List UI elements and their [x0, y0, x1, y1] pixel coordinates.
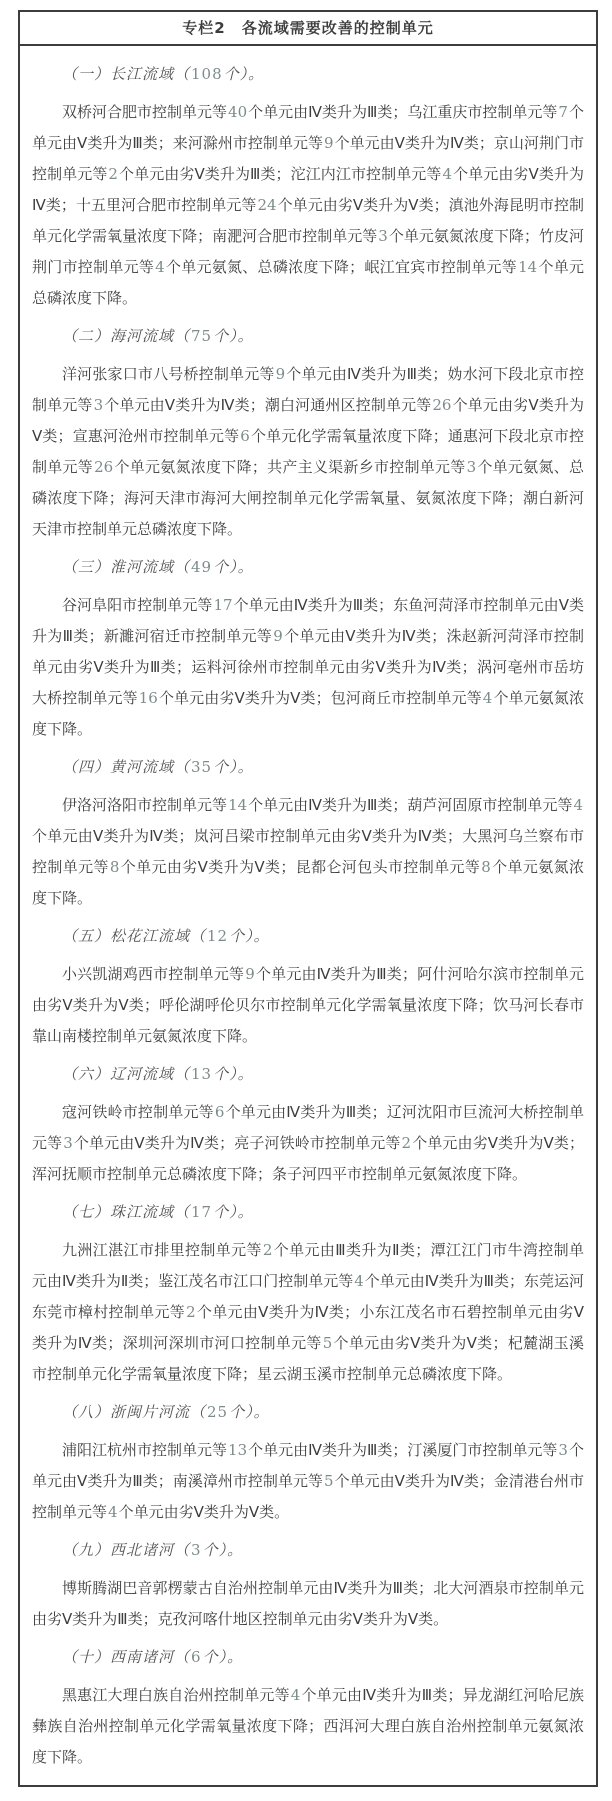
- count-number: 26: [432, 396, 452, 414]
- section-paragraph: 伊洛河洛阳市控制单元等14个单元由Ⅳ类升为Ⅲ类；葫芦河固原市控制单元等4个单元由Ⅴ类升为Ⅳ类；岚河吕梁市控制单元由劣Ⅴ类升为Ⅳ类；大黑河乌兰察布市控制单元等8个单元由劣Ⅴ类升为Ⅴ类；昆都仑河包头市控制单元等8个单元氨氮浓度下降。: [32, 796, 584, 907]
- count-number: 2: [262, 1241, 273, 1259]
- section-paragraph: 洋河张家口市八号桥控制单元等9个单元由Ⅳ类升为Ⅲ类；妫水河下段北京市控制单元等3个单元由Ⅴ类升为Ⅳ类；潮白河通州区控制单元等26个单元由劣Ⅴ类升为Ⅴ类；宣惠河沧州市控制单元等6个单元化学需氧量浓度下降；通惠河下段北京市控制单元等26个单元氨氮浓度下降；共产主义渠新乡市控制单元等3个单元氨氮、总磷浓度下降；海河天津市海河大闸控制单元化学需氧量、氨氮浓度下降；潮白新河天津市控制单元总磷浓度下降。: [32, 365, 584, 538]
- count-number: 7: [558, 103, 568, 121]
- count-number: 4: [573, 796, 583, 814]
- basin-section: [32, 1397, 584, 1528]
- column-title: 专栏2 各流域需要改善的控制单元: [20, 12, 596, 46]
- count-number: 9: [324, 134, 334, 152]
- section-heading: （九）西北诸河（3个）。: [62, 1541, 244, 1559]
- count-number: 4: [290, 1686, 301, 1704]
- basin-section: [32, 1197, 584, 1390]
- section-heading: （八）浙闽片河流（25个）。: [62, 1403, 270, 1421]
- count-number: 8: [109, 858, 120, 876]
- count-number: 40: [228, 103, 248, 121]
- count-number: 4: [108, 1503, 118, 1521]
- count-number: 2: [108, 165, 118, 183]
- count-number: 6: [191, 1648, 202, 1666]
- section-heading: （五）松花江流域（12个）。: [62, 927, 270, 945]
- count-number: 4: [442, 165, 452, 183]
- page: [0, 10, 612, 1787]
- count-number: 49: [191, 558, 213, 576]
- section-paragraph: 黑惠江大理白族自治州控制单元等4个单元由Ⅳ类升为Ⅲ类；异龙湖红河哈尼族彝族自治州控制单元化学需氧量浓度下降；西洱河大理白族自治州控制单元氨氮浓度下降。: [32, 1686, 584, 1766]
- count-number: 14: [228, 796, 248, 814]
- count-number: 6: [214, 1103, 225, 1121]
- section-paragraph: 九洲江湛江市排里控制单元等2个单元由Ⅲ类升为Ⅱ类；潭江江门市牛湾控制单元由Ⅳ类升为Ⅱ类；鉴江茂名市江口门控制单元等4个单元由Ⅳ类升为Ⅲ类；东莞运河东莞市樟村控制单元等2个单元由Ⅴ类升为Ⅳ类；小东江茂名市石碧控制单元由劣Ⅴ类升为Ⅳ类；深圳河深圳市河口控制单元等5个单元由劣Ⅴ类升为Ⅴ类；杞麓湖玉溪市控制单元化学需氧量浓度下降；星云湖玉溪市控制单元总磷浓度下降。: [32, 1241, 584, 1383]
- basin-section: [32, 1059, 584, 1190]
- count-number: 3: [191, 1541, 202, 1559]
- section-paragraph: 谷河阜阳市控制单元等17个单元由Ⅳ类升为Ⅲ类；东鱼河菏泽市控制单元由Ⅴ类升为Ⅲ类；新濉河宿迁市控制单元等9个单元由Ⅴ类升为Ⅳ类；洙赵新河菏泽市控制单元由劣Ⅴ类升为Ⅲ类；运料河徐州市控制单元由劣Ⅴ类升为Ⅳ类；涡河亳州市岳坊大桥控制单元等16个单元由劣Ⅴ类升为Ⅴ类；包河商丘市控制单元等4个单元氨氮浓度下降。: [32, 596, 584, 738]
- section-paragraph: 小兴凯湖鸡西市控制单元等9个单元由Ⅳ类升为Ⅲ类；阿什河哈尔滨市控制单元由劣Ⅴ类升为Ⅴ类；呼伦湖呼伦贝尔市控制单元化学需氧量浓度下降；饮马河长春市靠山南楼控制单元氨氮浓度下降。: [32, 965, 584, 1045]
- count-number: 3: [466, 458, 477, 476]
- box-body: [20, 46, 596, 1785]
- basin-section: [32, 1535, 584, 1635]
- count-number: 12: [207, 927, 229, 945]
- count-number: 14: [518, 258, 538, 276]
- basin-section: [32, 921, 584, 1052]
- section-paragraph: 寇河铁岭市控制单元等6个单元由Ⅳ类升为Ⅲ类；辽河沈阳市巨流河大桥控制单元等3个单元由Ⅴ类升为Ⅳ类；亮子河铁岭市控制单元等2个单元由劣Ⅴ类升为Ⅴ类；浑河抚顺市控制单元总磷浓度下降；条子河四平市控制单元氨氮浓度下降。: [32, 1103, 584, 1183]
- count-number: 17: [191, 1203, 213, 1221]
- count-number: 13: [191, 1065, 213, 1083]
- count-number: 25: [207, 1403, 229, 1421]
- count-number: 2: [186, 1303, 196, 1321]
- basin-section: [32, 552, 584, 745]
- section-heading: （一）长江流域（108个）。: [62, 65, 265, 83]
- section-paragraph: 双桥河合肥市控制单元等40个单元由Ⅳ类升为Ⅲ类；乌江重庆市控制单元等7个单元由Ⅴ类升为Ⅲ类；来河滁州市控制单元等9个单元由Ⅴ类升为Ⅳ类；京山河荆门市控制单元等2个单元由劣Ⅴ类升为Ⅲ类；沱江内江市控制单元等4个单元由劣Ⅴ类升为Ⅳ类；十五里河合肥市控制单元等24个单元由劣Ⅴ类升为Ⅴ类；滇池外海昆明市控制单元化学需氧量浓度下降；南淝河合肥市控制单元等3个单元氨氮浓度下降；竹皮河荆门市控制单元等4个单元氨氮、总磷浓度下降；岷江宜宾市控制单元等14个单元总磷浓度下降。: [32, 103, 585, 307]
- basin-section: [32, 321, 584, 545]
- count-number: 35: [191, 758, 213, 776]
- section-heading: （六）辽河流域（13个）。: [62, 1065, 254, 1083]
- count-number: 8: [481, 858, 491, 876]
- count-number: 4: [354, 1272, 364, 1290]
- count-number: 75: [191, 327, 213, 345]
- count-number: 26: [94, 458, 114, 476]
- count-number: 5: [324, 1472, 334, 1490]
- section-heading: （二）海河流域（75个）。: [62, 327, 254, 345]
- count-number: 5: [322, 1334, 333, 1352]
- count-number: 24: [257, 196, 277, 214]
- count-number: 6: [240, 427, 250, 445]
- count-number: 3: [378, 227, 388, 245]
- count-number: 3: [63, 1134, 73, 1152]
- section-heading: （三）淮河流域（49个）。: [62, 558, 254, 576]
- section-paragraph: 博斯腾湖巴音郭楞蒙古自治州控制单元由Ⅳ类升为Ⅲ类；北大河酒泉市控制单元由劣Ⅴ类升为Ⅲ类；克孜河喀什地区控制单元由劣Ⅴ类升为Ⅴ类。: [32, 1579, 584, 1628]
- count-number: 9: [245, 965, 255, 983]
- basin-section: [32, 59, 584, 314]
- count-number: 16: [138, 689, 158, 707]
- section-heading: （四）黄河流域（35个）。: [62, 758, 254, 776]
- section-heading: （十）西南诸河（6个）。: [62, 1648, 244, 1666]
- count-number: 9: [275, 365, 286, 383]
- basin-section: [32, 1642, 584, 1773]
- count-number: 4: [155, 258, 165, 276]
- section-heading: （七）珠江流域（17个）。: [62, 1203, 254, 1221]
- count-number: 108: [191, 65, 223, 83]
- count-number: 4: [482, 689, 493, 707]
- count-number: 3: [93, 396, 104, 414]
- count-number: 2: [401, 1134, 412, 1152]
- count-number: 3: [558, 1441, 568, 1459]
- count-number: 17: [213, 596, 233, 614]
- column-box: [18, 10, 598, 1787]
- basin-section: [32, 752, 584, 914]
- count-number: 13: [228, 1441, 248, 1459]
- section-paragraph: 浦阳江杭州市控制单元等13个单元由Ⅳ类升为Ⅲ类；汀溪厦门市控制单元等3个单元由Ⅴ类升为Ⅲ类；南溪漳州市控制单元等5个单元由Ⅴ类升为Ⅳ类；金清港台州市控制单元等4个单元由劣Ⅴ类升为Ⅴ类。: [32, 1441, 585, 1521]
- count-number: 9: [273, 627, 283, 645]
